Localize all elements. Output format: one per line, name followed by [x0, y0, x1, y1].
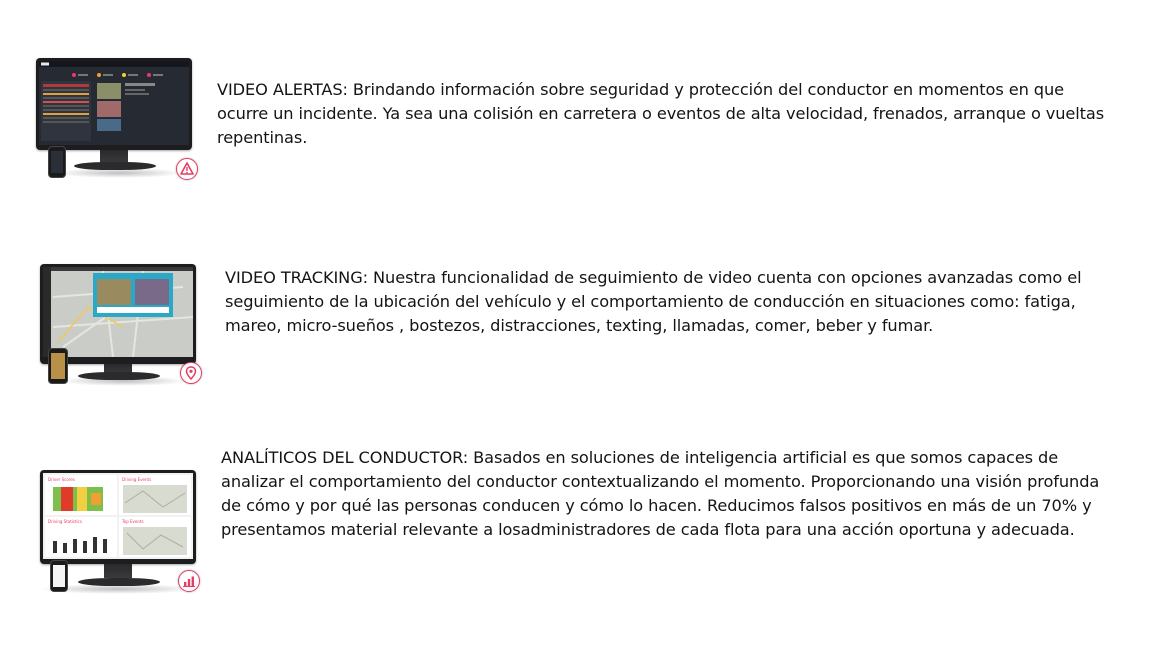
panel-title-top-events: Top Events [122, 519, 144, 524]
phone-screen [51, 353, 65, 379]
feature-video-alertas [0, 0, 1156, 200]
tracking-map-screen [43, 267, 193, 357]
warning-triangle-icon [176, 158, 198, 180]
analytics-dashboard-screen [43, 473, 193, 559]
feature-description-video-tracking: VIDEO TRACKING: Nuestra funcionalidad de seguimiento de video cuenta con opciones avanzadas como el seguimiento de la ubicación del vehículo y el comportamiento de conducción en situaciones como: fatiga, mareo, micro-sueños , bostezos, distracciones, texting, llamadas, comer, beber y fumar. [225, 268, 1082, 335]
phone-mockup [50, 560, 68, 592]
phone-mockup [48, 146, 66, 178]
alerts-dashboard-screen [39, 61, 189, 145]
panel-title-driving-events: Driving Events [122, 477, 152, 482]
monitor-neck [104, 564, 132, 578]
panel-title-driver-scores: Driver Scores [48, 477, 75, 482]
monitor-base [78, 372, 160, 380]
phone-mockup [48, 348, 68, 384]
analytics-dashboard-graphic [43, 473, 193, 559]
phone-screen [51, 151, 63, 173]
alerts-dashboard-graphic [39, 61, 189, 145]
monitor-mockup-analytics [36, 470, 202, 598]
feature-video-tracking [0, 200, 1156, 400]
analytics-chart-icon [178, 570, 200, 592]
monitor-mockup-alerts [36, 58, 202, 182]
phone-screen [53, 565, 65, 587]
monitor-base [74, 162, 156, 170]
monitor-base [78, 578, 160, 586]
feature-analiticos-conductor [0, 400, 1156, 647]
monitor-mockup-tracking [36, 264, 202, 388]
feature-description-video-alertas: VIDEO ALERTAS: Brindando información sobre seguridad y protección del conductor en momentos en que ocurre un incidente. Ya sea una colisión en carretera o eventos de alta velocidad, frenados, arranque o vueltas repentinas. [217, 80, 1105, 147]
panel-title-driving-statistics: Driving Statistics [48, 519, 82, 524]
tracking-map-graphic [43, 267, 193, 357]
monitor-frame [40, 470, 196, 564]
location-pin-icon [180, 362, 202, 384]
feature-description-analiticos-conductor: ANALÍTICOS DEL CONDUCTOR: Basados en soluciones de inteligencia artificial es que somos capaces de analizar el comportamiento del conductor contextualizando el momento. Proporcionando una visión profunda de cómo y por qué las personas conducen y cómo lo hacen. Reducimos falsos positivos en más de un 70% y presentamos material relevante a losadministradores de cada flota para una acción oportuna y adecuada. [221, 448, 1100, 539]
monitor-frame [36, 58, 192, 150]
